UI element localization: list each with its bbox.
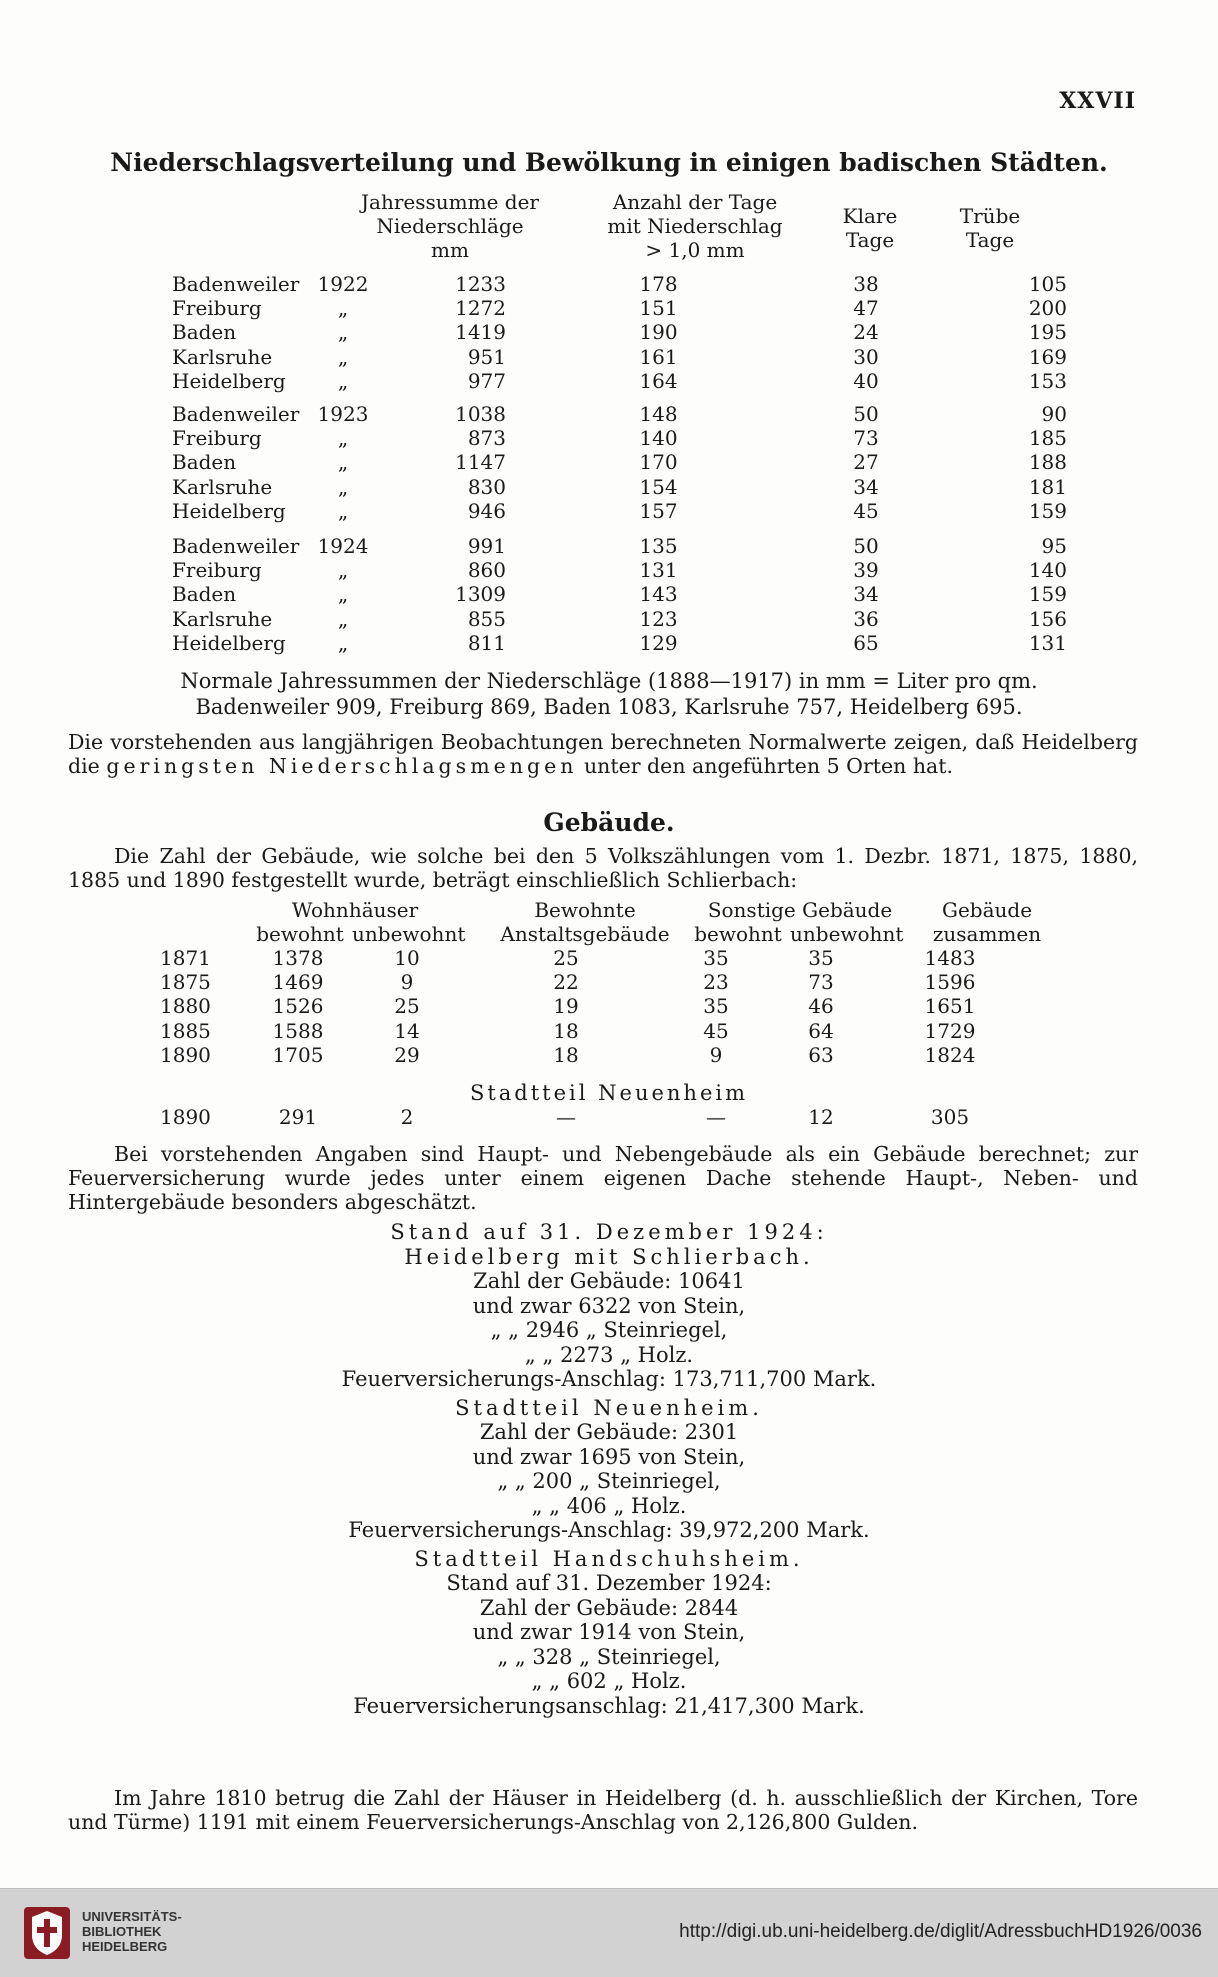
- cell-city: Karlsruhe: [172, 474, 273, 499]
- neuenheim-lines: [0, 1420, 1218, 1518]
- cell-s-unbewohnt: 35: [808, 946, 834, 971]
- cell-annual-mm: 1038: [455, 402, 506, 427]
- cell-cloudy-days: 95: [1041, 534, 1067, 559]
- cell-city: Badenweiler: [172, 272, 300, 297]
- header-zusammen-line-1: zusammen: [932, 922, 1042, 946]
- cell-year: 1890: [160, 1105, 211, 1130]
- cell-zusammen: 1596: [924, 970, 976, 995]
- cell-zusammen: 1729: [924, 1018, 976, 1043]
- header-sonstige: Sonstige Gebäude: [707, 898, 893, 922]
- cell-bewohnt: 291: [278, 1105, 318, 1130]
- header-s-unbewohnt: unbewohnt: [790, 922, 904, 946]
- stand-line: und zwar 1914 von Stein,: [472, 1620, 746, 1644]
- cell-year: „: [337, 296, 349, 321]
- cell-year: 1922: [317, 272, 369, 297]
- table-row: [172, 499, 1083, 523]
- cell-anstalt: —: [556, 1105, 576, 1130]
- cell-s-bewohnt: 35: [703, 994, 729, 1019]
- stand-line: „ „ 200 „ Steinriegel,: [497, 1469, 721, 1493]
- cell-cloudy-days: 131: [1028, 630, 1067, 655]
- cell-city: Baden: [172, 320, 237, 345]
- cell-city: Karlsruhe: [172, 606, 273, 631]
- stand-line: „ „ 2946 „ Steinriegel,: [490, 1318, 728, 1342]
- cell-rain-days: 161: [639, 344, 678, 369]
- rain-note-emphasis: geringsten Niederschlagsmengen: [106, 754, 578, 778]
- cell-year: „: [337, 630, 349, 655]
- cell-annual-mm: 873: [467, 426, 506, 451]
- table-row: [172, 296, 1083, 320]
- cell-cloudy-days: 159: [1028, 498, 1067, 523]
- table-row: [172, 426, 1083, 450]
- cell-bewohnt: 1526: [272, 994, 324, 1019]
- cell-unbewohnt: 29: [394, 1042, 420, 1067]
- page-number: XXVII: [1059, 88, 1136, 114]
- cell-unbewohnt: 25: [394, 994, 420, 1019]
- cell-annual-mm: 1419: [455, 320, 506, 345]
- library-line3: HEIDELBERG: [82, 1939, 168, 1954]
- table-row: [172, 272, 1083, 296]
- cell-year: 1890: [160, 1042, 211, 1067]
- cell-unbewohnt: 2: [400, 1105, 414, 1130]
- cell-annual-mm: 946: [467, 498, 506, 523]
- cell-year: „: [337, 450, 349, 475]
- cell-year: „: [337, 558, 349, 583]
- handschuhsheim-date: Stand auf 31. Dezember 1924:: [446, 1571, 772, 1595]
- cell-year: „: [337, 320, 349, 345]
- table-row: [160, 946, 1024, 970]
- stand-block: [0, 1220, 1218, 1718]
- cell-cloudy-days: 153: [1028, 368, 1067, 393]
- cell-bewohnt: 1378: [272, 946, 324, 971]
- cell-annual-mm: 1233: [455, 272, 506, 297]
- normal-sums-line1: Normale Jahressummen der Niederschläge (1888—1917) in mm = Liter pro qm.: [180, 669, 1038, 693]
- header-bewohnt: bewohnt: [256, 922, 344, 946]
- cell-annual-mm: 860: [467, 558, 506, 583]
- table-row: [160, 994, 1024, 1018]
- cell-cloudy-days: 195: [1028, 320, 1067, 345]
- buildings-title: Gebäude.: [543, 808, 675, 837]
- heidelberg-fire: Feuerversicherungs-Anschlag: 173,711,700 Mark.: [341, 1367, 877, 1391]
- stand-line: Zahl der Gebäude: 2844: [479, 1595, 739, 1620]
- rain-header-days: [585, 190, 805, 262]
- header-anstalt-line-0: Bewohnte: [534, 898, 636, 922]
- table-row: [160, 1019, 1024, 1043]
- rain-header-cloudy-line-1: Tage: [965, 228, 1015, 252]
- library-line1: UNIVERSITÄTS-: [82, 1909, 182, 1924]
- cell-rain-days: 190: [639, 320, 678, 345]
- table-row: [172, 607, 1083, 631]
- handschuhsheim-title: Stadtteil Handschuhsheim.: [414, 1546, 804, 1571]
- cell-unbewohnt: 9: [400, 970, 414, 995]
- cell-year: „: [337, 474, 349, 499]
- cell-rain-days: 143: [639, 582, 678, 607]
- stand-line: „ „ 406 „ Holz.: [531, 1493, 687, 1518]
- viewer-footer: [0, 1888, 1218, 1977]
- cell-rain-days: 170: [639, 450, 678, 475]
- cell-city: Badenweiler: [172, 534, 300, 559]
- cell-city: Baden: [172, 582, 237, 607]
- header-wohnhaeuser: Wohnhäuser: [291, 898, 419, 922]
- table-row: [172, 450, 1083, 474]
- cell-year: „: [337, 426, 349, 451]
- cell-anstalt: 22: [553, 970, 579, 995]
- cell-annual-mm: 991: [467, 534, 506, 559]
- header-unbewohnt: unbewohnt: [352, 922, 466, 946]
- cell-city: Heidelberg: [172, 630, 286, 655]
- cell-year: „: [337, 606, 349, 631]
- cell-clear-days: 50: [853, 402, 879, 427]
- cell-bewohnt: 1469: [272, 970, 324, 995]
- cell-annual-mm: 830: [467, 474, 506, 499]
- cell-rain-days: 148: [639, 402, 678, 427]
- cell-annual-mm: 1147: [455, 450, 506, 475]
- cell-rain-days: 151: [639, 296, 678, 321]
- stand-line: und zwar 6322 von Stein,: [472, 1293, 746, 1318]
- cell-cloudy-days: 159: [1028, 582, 1067, 607]
- cell-city: Heidelberg: [172, 368, 286, 393]
- cell-clear-days: 34: [853, 474, 879, 499]
- cell-s-bewohnt: 45: [703, 1018, 729, 1043]
- table-row: [172, 320, 1083, 344]
- neuenheim-title: Stadtteil Neuenheim.: [455, 1395, 763, 1420]
- cell-cloudy-days: 156: [1028, 606, 1067, 631]
- neuenheim-label: Stadtteil Neuenheim: [469, 1081, 749, 1105]
- table-row: [172, 558, 1083, 582]
- buildings-table: [160, 946, 1024, 1067]
- cell-clear-days: 27: [853, 450, 879, 475]
- table-row: [172, 345, 1083, 369]
- stand-line: „ „ 602 „ Holz.: [531, 1669, 687, 1693]
- library-name: [82, 1909, 182, 1954]
- buildings-intro: Die Zahl der Gebäude, wie solche bei den 5 Volkszählungen vom 1. Dezbr. 1871, 1875, 1880, 1885 und 1890 festgestellt wurde, beträgt einschließlich Schlierbach:: [68, 844, 1138, 892]
- stand-line: „ „ 328 „ Steinriegel,: [497, 1644, 721, 1669]
- neuenheim-fire: Feuerversicherungs-Anschlag: 39,972,200 Mark.: [348, 1518, 870, 1542]
- rain-header-annual-line-1: Niederschläge: [376, 214, 524, 238]
- rain-note-part2: unter den angeführten 5 Orten hat.: [583, 754, 954, 778]
- stand-line: und zwar 1695 von Stein,: [472, 1444, 746, 1469]
- table-row: [172, 534, 1083, 558]
- rain-header-cloudy-line-0: Trübe: [959, 204, 1021, 228]
- rain-table-title: Niederschlagsverteilung und Bewölkung in einigen badischen Städten.: [110, 148, 1108, 177]
- university-seal-icon: [22, 1905, 72, 1961]
- rain-note-part1: Die vorstehenden aus langjährigen Beobachtungen berechneten Normalwerte zeigen, daß Heidelberg die: [68, 730, 1138, 778]
- cell-clear-days: 40: [853, 368, 879, 393]
- cell-rain-days: 164: [639, 368, 678, 393]
- cell-clear-days: 47: [853, 296, 879, 321]
- cell-rain-days: 178: [639, 272, 678, 297]
- cell-clear-days: 39: [853, 558, 879, 583]
- cell-s-unbewohnt: 12: [808, 1105, 834, 1130]
- header-zusammen-line-0: Gebäude: [941, 898, 1033, 922]
- table-row: [172, 475, 1083, 499]
- cell-annual-mm: 951: [467, 344, 506, 369]
- final-note: Im Jahre 1810 betrug die Zahl der Häuser in Heidelberg (d. h. ausschließlich der Kirchen, Tore und Türme) 1191 mit einem Feuerversicherungs-Anschlag von 2,126,800 Gulden.: [68, 1786, 1138, 1834]
- header-s-bewohnt: bewohnt: [694, 922, 782, 946]
- cell-zusammen: 305: [930, 1105, 970, 1130]
- table-row: [172, 631, 1083, 655]
- rain-header-clear: [820, 204, 920, 252]
- cell-city: Baden: [172, 450, 237, 475]
- rain-group-2: [172, 402, 1083, 523]
- neuenheim-table: [160, 1105, 1024, 1129]
- stand-line: Zahl der Gebäude: 2301: [479, 1420, 739, 1444]
- rain-note: [68, 730, 1138, 778]
- cell-cloudy-days: 169: [1028, 344, 1067, 369]
- heidelberg-lines: [0, 1269, 1218, 1367]
- rain-group-3: [172, 534, 1083, 655]
- rain-header-annual-line-0: Jahressumme der: [361, 190, 539, 214]
- cell-year: 1924: [317, 534, 369, 559]
- table-row: [172, 582, 1083, 606]
- stand-date: Stand auf 31. Dezember 1924:: [390, 1220, 828, 1244]
- cell-annual-mm: 1272: [455, 296, 506, 321]
- cell-year: 1880: [160, 994, 211, 1019]
- cell-cloudy-days: 140: [1028, 558, 1067, 583]
- normal-sums-line2: Badenweiler 909, Freiburg 869, Baden 1083, Karlsruhe 757, Heidelberg 695.: [195, 695, 1023, 719]
- cell-anstalt: 18: [553, 1018, 579, 1043]
- rain-group-1: [172, 272, 1083, 393]
- rain-header-clear-line-1: Tage: [845, 228, 895, 252]
- cell-clear-days: 45: [853, 498, 879, 523]
- buildings-note: Bei vorstehenden Angaben sind Haupt- und Nebengebäude als ein Gebäude berechnet; zur Feuerversicherung wurde jedes unter einem eigenen Dache stehende Haupt-, Neben- und Hintergebäude besonders abgeschätzt.: [68, 1142, 1138, 1214]
- cell-cloudy-days: 185: [1028, 426, 1067, 451]
- header-anstalt-line-1: Anstaltsgebäude: [500, 922, 670, 946]
- stand-line: „ „ 2273 „ Holz.: [524, 1342, 694, 1367]
- cell-zusammen: 1824: [924, 1042, 976, 1067]
- cell-annual-mm: 811: [467, 630, 506, 655]
- library-line2: BIBLIOTHEK: [82, 1924, 162, 1939]
- cell-annual-mm: 1309: [455, 582, 506, 607]
- heidelberg-title: Heidelberg mit Schlierbach.: [404, 1244, 814, 1269]
- cell-anstalt: 18: [553, 1042, 579, 1067]
- handschuhsheim-fire: Feuerversicherungsanschlag: 21,417,300 Mark.: [353, 1693, 865, 1718]
- cell-year: „: [337, 344, 349, 369]
- cell-year: 1875: [160, 970, 211, 995]
- rain-header-annual-line-2: mm: [431, 238, 469, 262]
- cell-rain-days: 140: [639, 426, 678, 451]
- header-zusammen: [922, 898, 1052, 946]
- cell-anstalt: 19: [553, 994, 579, 1019]
- cell-city: Badenweiler: [172, 402, 300, 427]
- cell-s-bewohnt: 35: [703, 946, 729, 971]
- cell-rain-days: 135: [639, 534, 678, 559]
- table-row: [172, 402, 1083, 426]
- table-row: [172, 369, 1083, 393]
- cell-cloudy-days: 200: [1028, 296, 1067, 321]
- cell-s-unbewohnt: 46: [808, 994, 834, 1019]
- cell-clear-days: 73: [853, 426, 879, 451]
- cell-year: 1885: [160, 1018, 211, 1043]
- cell-clear-days: 30: [853, 344, 879, 369]
- cell-zusammen: 1651: [924, 994, 976, 1019]
- cell-clear-days: 24: [853, 320, 879, 345]
- handschuhsheim-lines: [0, 1596, 1218, 1694]
- cell-s-unbewohnt: 64: [808, 1018, 834, 1043]
- cell-clear-days: 65: [853, 630, 879, 655]
- cell-year: „: [337, 368, 349, 393]
- cell-clear-days: 36: [853, 606, 879, 631]
- cell-s-unbewohnt: 73: [808, 970, 834, 995]
- cell-cloudy-days: 105: [1028, 272, 1067, 297]
- header-anstalt: [490, 898, 680, 946]
- cell-rain-days: 123: [639, 606, 678, 631]
- cell-anstalt: 25: [553, 946, 579, 971]
- cell-s-bewohnt: 9: [709, 1042, 723, 1067]
- cell-cloudy-days: 188: [1028, 450, 1067, 475]
- rain-header-days-line-2: > 1,0 mm: [645, 238, 745, 262]
- cell-city: Freiburg: [172, 296, 262, 321]
- stand-line: Zahl der Gebäude: 10641: [473, 1269, 745, 1293]
- cell-clear-days: 38: [853, 272, 879, 297]
- cell-city: Karlsruhe: [172, 344, 273, 369]
- cell-year: „: [337, 582, 349, 607]
- cell-annual-mm: 977: [467, 368, 506, 393]
- cell-unbewohnt: 10: [394, 946, 420, 971]
- table-row: [160, 1043, 1024, 1067]
- cell-rain-days: 131: [639, 558, 678, 583]
- cell-s-bewohnt: 23: [703, 970, 729, 995]
- cell-rain-days: 129: [639, 630, 678, 655]
- cell-year: 1871: [160, 946, 211, 971]
- cell-city: Freiburg: [172, 426, 262, 451]
- cell-zusammen: 1483: [924, 946, 976, 971]
- rain-header-annual: [350, 190, 550, 262]
- cell-clear-days: 34: [853, 582, 879, 607]
- table-row: [160, 1105, 1024, 1129]
- cell-city: Freiburg: [172, 558, 262, 583]
- source-url-link[interactable]: http://digi.ub.uni-heidelberg.de/diglit/AdressbuchHD1926/0036: [679, 1921, 1202, 1942]
- cell-cloudy-days: 181: [1028, 474, 1067, 499]
- cell-year: 1923: [317, 402, 369, 427]
- cell-clear-days: 50: [853, 534, 879, 559]
- cell-s-bewohnt: —: [706, 1105, 726, 1130]
- cell-rain-days: 157: [639, 498, 678, 523]
- cell-bewohnt: 1588: [272, 1018, 324, 1043]
- cell-cloudy-days: 90: [1041, 402, 1067, 427]
- cell-bewohnt: 1705: [272, 1042, 324, 1067]
- rain-header-days-line-1: mit Niederschlag: [607, 214, 783, 238]
- cell-year: „: [337, 498, 349, 523]
- rain-header-cloudy: [940, 204, 1040, 252]
- cell-unbewohnt: 14: [394, 1018, 420, 1043]
- cell-rain-days: 154: [639, 474, 678, 499]
- cell-city: Heidelberg: [172, 498, 286, 523]
- cell-annual-mm: 855: [467, 606, 506, 631]
- table-row: [160, 970, 1024, 994]
- rain-header-days-line-0: Anzahl der Tage: [612, 190, 778, 214]
- cell-s-unbewohnt: 63: [808, 1042, 834, 1067]
- rain-header-clear-line-0: Klare: [842, 204, 898, 228]
